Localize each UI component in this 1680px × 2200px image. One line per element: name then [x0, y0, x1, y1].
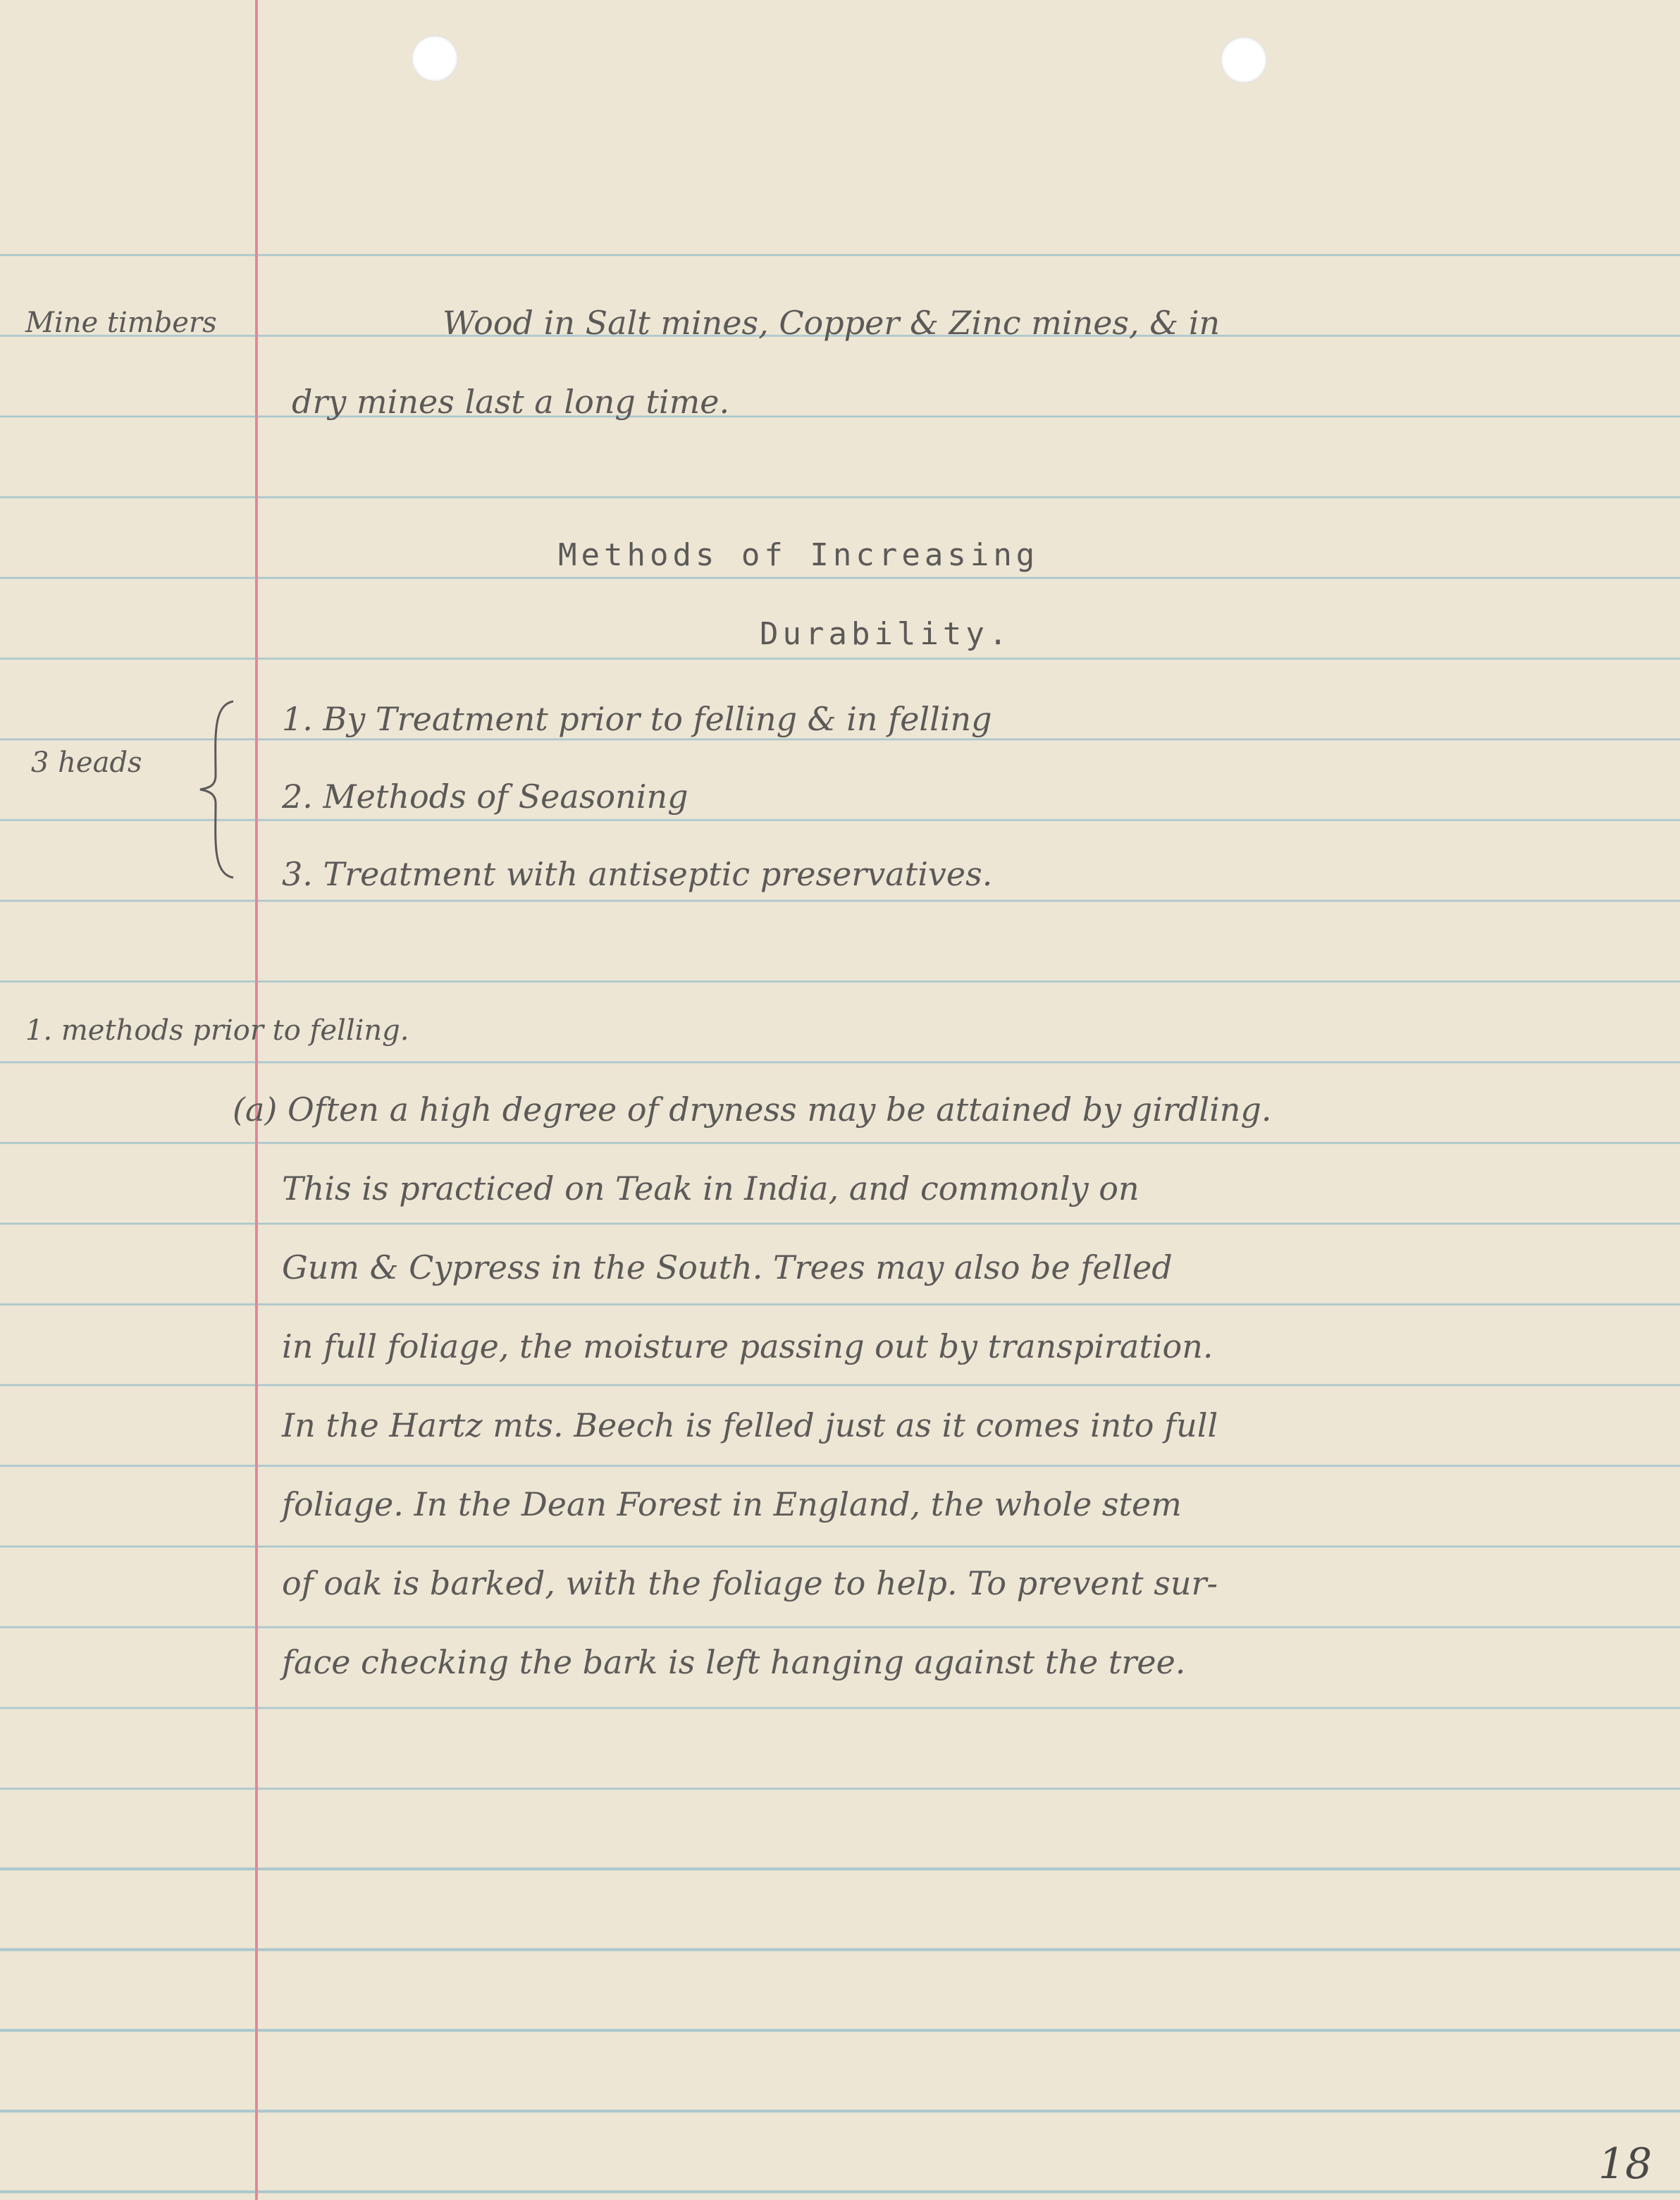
paragraph-line-5: In the Hartz mts. Beech is felled just as it comes into full [282, 1406, 1218, 1444]
margin-note-methods-prior: 1. methods prior to felling. [25, 1014, 409, 1047]
paragraph-line-6: foliage. In the Dean Forest in England, the whole stem [282, 1485, 1182, 1523]
punch-hole-left [412, 35, 458, 82]
punch-hole-right [1221, 37, 1267, 83]
paragraph-line-3: Gum & Cypress in the South. Trees may also be felled [282, 1248, 1173, 1286]
paragraph-line-7: of oak is barked, with the foliage to help. To prevent sur- [282, 1564, 1218, 1602]
heading-line-2: Durability. [760, 616, 1012, 652]
margin-note-mine-timbers: Mine timbers [25, 307, 217, 339]
paragraph-line-1: (a) Often a high degree of dryness may be attained by girdling. [233, 1090, 1272, 1129]
list-item-2: 2. Methods of Seasoning [282, 778, 688, 816]
page-number: 18 [1598, 2139, 1653, 2189]
list-item-3: 3. Treatment with antiseptic preservatives. [282, 855, 993, 893]
curly-brace [194, 698, 237, 881]
margin-note-three-heads: 3 heads [31, 746, 142, 779]
paragraph-line-4: in full foliage, the moisture passing out by transpiration. [282, 1327, 1213, 1365]
heading-line-1: Methods of Increasing [558, 537, 1039, 573]
list-item-1: 1. By Treatment prior to felling & in felling [282, 700, 992, 738]
body-line-2: dry mines last a long time. [292, 383, 730, 421]
paragraph-line-2: This is practiced on Teak in India, and commonly on [282, 1169, 1139, 1207]
body-line-1: Wood in Salt mines, Copper & Zinc mines, & in [443, 304, 1221, 342]
paragraph-line-8: face checking the bark is left hanging against the tree. [282, 1643, 1186, 1681]
